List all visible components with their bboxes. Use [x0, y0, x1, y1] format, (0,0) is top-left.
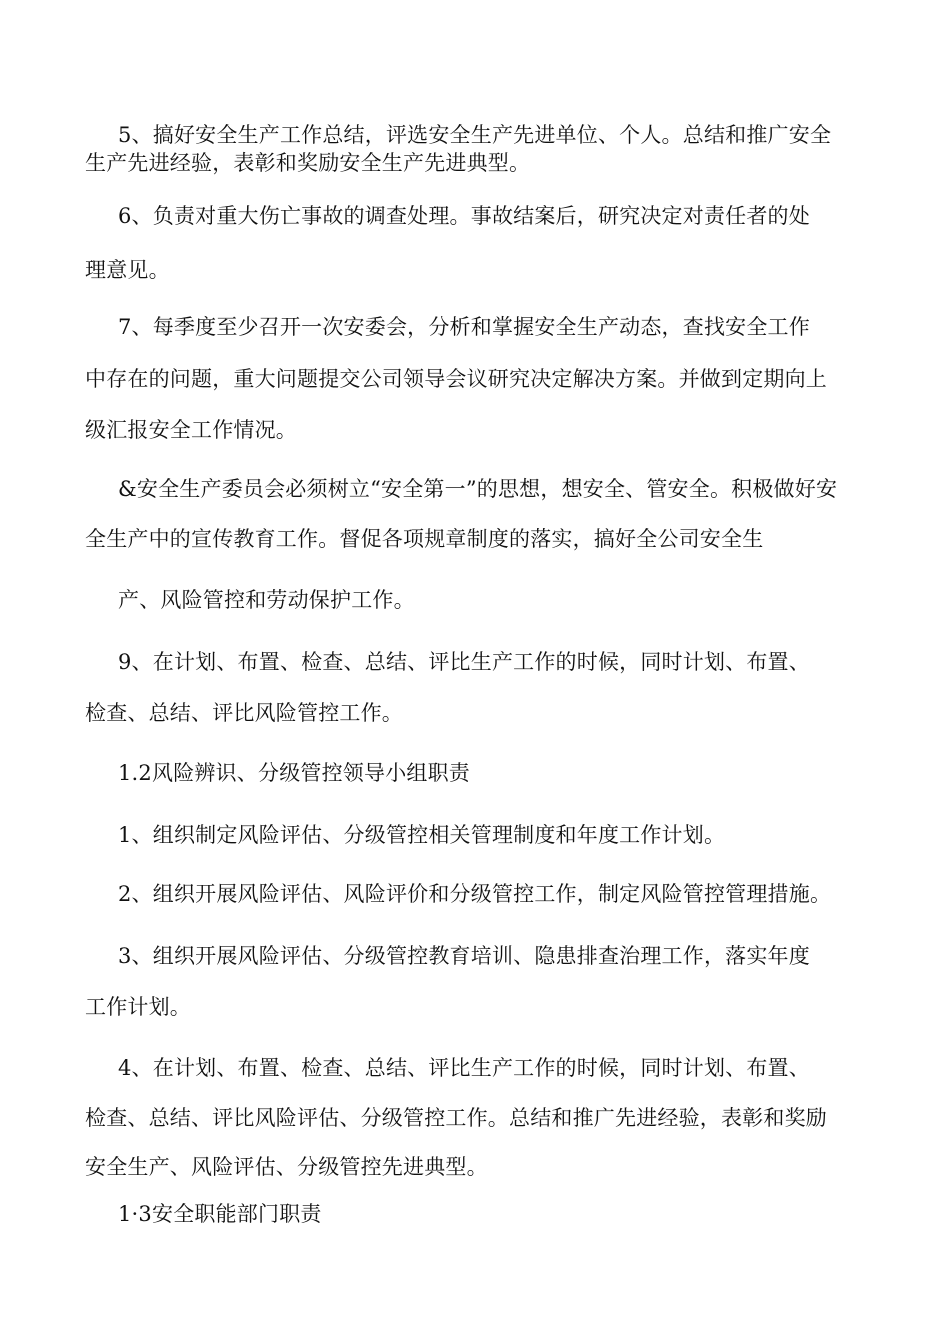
paragraph-7-line-2: 中存在的问题，重大问题提交公司领导会议研究决定解决方案。并做到定期向上 — [85, 367, 827, 391]
item-4-line-2: 检查、总结、评比风险评估、分级管控工作。总结和推广先进经验，表彰和奖励 — [85, 1106, 827, 1130]
paragraph-8-line-3: 产、风险管控和劳动保护工作。 — [118, 588, 415, 612]
item-3-line-1: 3、组织开展风险评估、分级管控教育培训、隐患排查治理工作，落实年度 — [118, 944, 810, 968]
item-2-line-1: 2、组织开展风险评估、风险评价和分级管控工作，制定风险管控管理措施。 — [118, 882, 832, 906]
paragraph-8-line-1: &安全生产委员会必须树立“安全第一”的思想，想安全、管安全。积极做好安 — [118, 477, 838, 501]
paragraph-9-line-2: 检查、总结、评比风险管控工作。 — [85, 701, 403, 725]
section-heading-1-2: 1.2风险辨识、分级管控领导小组职责 — [118, 761, 470, 785]
paragraph-6-line-1: 6、负责对重大伤亡事故的调查处理。事故结案后，研究决定对责任者的处 — [118, 204, 810, 228]
paragraph-9-line-1: 9、在计划、布置、检查、总结、评比生产工作的时候，同时计划、布置、 — [118, 650, 810, 674]
item-4-line-1: 4、在计划、布置、检查、总结、评比生产工作的时候，同时计划、布置、 — [118, 1056, 810, 1080]
paragraph-7-line-1: 7、每季度至少召开一次安委会，分析和掌握安全生产动态，查找安全工作 — [118, 315, 810, 339]
paragraph-7-line-3: 级汇报安全工作情况。 — [85, 418, 297, 442]
paragraph-6-line-2: 理意见。 — [85, 258, 170, 282]
paragraph-5-line-2: 生产先进经验，表彰和奖励安全生产先进典型。 — [85, 151, 531, 175]
item-3-line-2: 工作计划。 — [85, 995, 191, 1019]
paragraph-8-line-2: 全生产中的宣传教育工作。督促各项规章制度的落实，搞好全公司安全生 — [85, 527, 764, 551]
item-4-line-3: 安全生产、风险评估、分级管控先进典型。 — [85, 1155, 488, 1179]
paragraph-5-line-1: 5、搞好安全生产工作总结，评选安全生产先进单位、个人。总结和推广安全 — [118, 123, 832, 147]
section-heading-1-3: 1·3安全职能部门职责 — [118, 1202, 322, 1226]
item-1-line-1: 1、组织制定风险评估、分级管控相关管理制度和年度工作计划。 — [118, 823, 726, 847]
